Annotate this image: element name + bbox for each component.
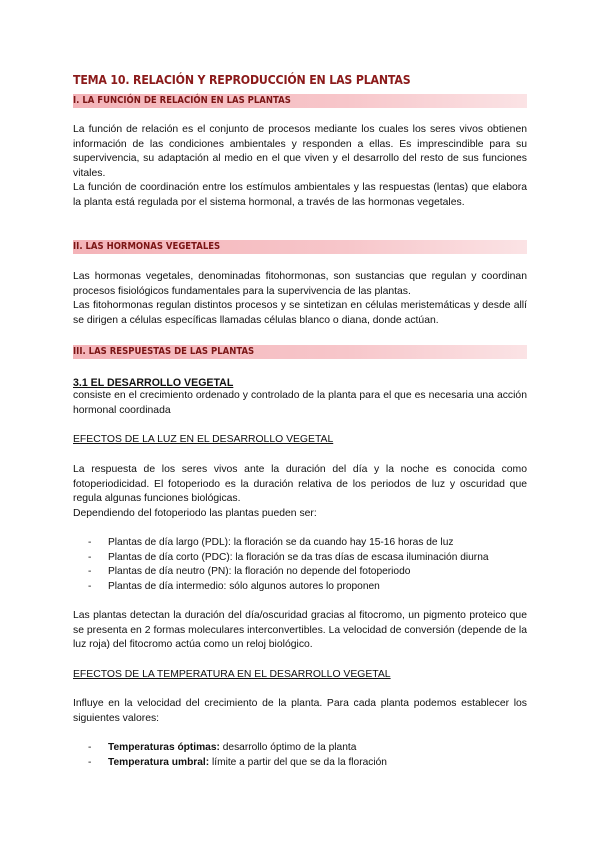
term-description: límite a partir del que se da la floración [209,756,387,768]
term-description: desarrollo óptimo de la planta [219,742,357,753]
subsection-heading: 3.1 EL DESARROLLO VEGETAL [73,377,234,389]
paragraph: consiste en el crecimiento ordenado y controlado de la planta para el que es necesaria una acción hormonal coordinada [73,390,527,416]
section-heading-band [73,240,527,254]
paragraph: Dependiendo del fotoperiodo las plantas pueden ser: [73,508,317,519]
list-item: - Plantas de día intermedio: sólo algunos autores lo proponen [88,580,489,595]
section-heading: II. LAS HORMONAS VEGETALES [73,241,221,252]
section-heading-band [73,345,527,359]
page-title: TEMA 10. RELACIÓN Y REPRODUCCIÓN EN LAS PLANTAS [73,72,411,87]
paragraph: La función de coordinación entre los estímulos ambientales y las respuestas (lentas) que elabora la planta está regulada por el sistema hormonal, a través de las hormonas vegetales. [73,182,527,208]
list-item: - Plantas de día corto (PDC): la floración se da tras días de escasa iluminación diurna [88,551,489,566]
term: Temperaturas óptimas: [108,742,220,753]
list-item: - Plantas de día neutro (PN): la floración no depende del fotoperiodo [88,565,489,580]
list-item [88,741,387,756]
section-heading: III. LAS RESPUESTAS DE LAS PLANTAS [73,346,255,357]
list-item: - Plantas de día largo (PDL): la floración se da cuando hay 15-16 horas de luz [88,536,489,551]
paragraph: La respuesta de los seres vivos ante la duración del día y la noche es conocida como fotoperiodicidad. El fotoperiodo es la duración relativa de los periodos de luz y oscuridad que regula algunas funciones biológicas. [73,464,527,505]
section-heading: I. LA FUNCIÓN DE RELACIÓN EN LAS PLANTAS [73,95,291,106]
paragraph: Las plantas detectan la duración del día/oscuridad gracias al fitocromo, un pigmento proteico que se presenta en 2 formas moleculares interconvertibles. La velocidad de conversión (depende de la luz roja) del fitocromo actúa como un reloj biológico. [73,610,527,651]
subsection-heading: EFECTOS DE LA LUZ EN EL DESARROLLO VEGETAL [73,434,334,445]
section-heading-band [73,94,527,108]
bullet-list [88,741,387,770]
paragraph: Las fitohormonas regulan distintos procesos y se sintetizan en células meristemáticas y desde allí se dirigen a células específicas llamadas células blanco o diana, donde actúan. [73,300,527,326]
subsection-heading: EFECTOS DE LA TEMPERATURA EN EL DESARROLLO VEGETAL [73,669,391,680]
paragraph: Las hormonas vegetales, denominadas fitohormonas, son sustancias que regulan y coordinan procesos fisiológicos fundamentales para la supervivencia de las plantas. [73,271,527,297]
term: Temperatura umbral: [108,756,210,768]
paragraph: La función de relación es el conjunto de procesos mediante los cuales los seres vivos obtienen información de las condiciones ambientales y responden a ellas. Es imprescindible para su supervivencia, su adaptación al medio en el que viven y el desarrollo del resto de sus funciones vitales. [73,124,527,179]
list-item [88,756,387,771]
bullet-list [88,536,489,594]
paragraph: Influye en la velocidad del crecimiento de la planta. Para cada planta podemos establecer los siguientes valores: [73,698,527,724]
